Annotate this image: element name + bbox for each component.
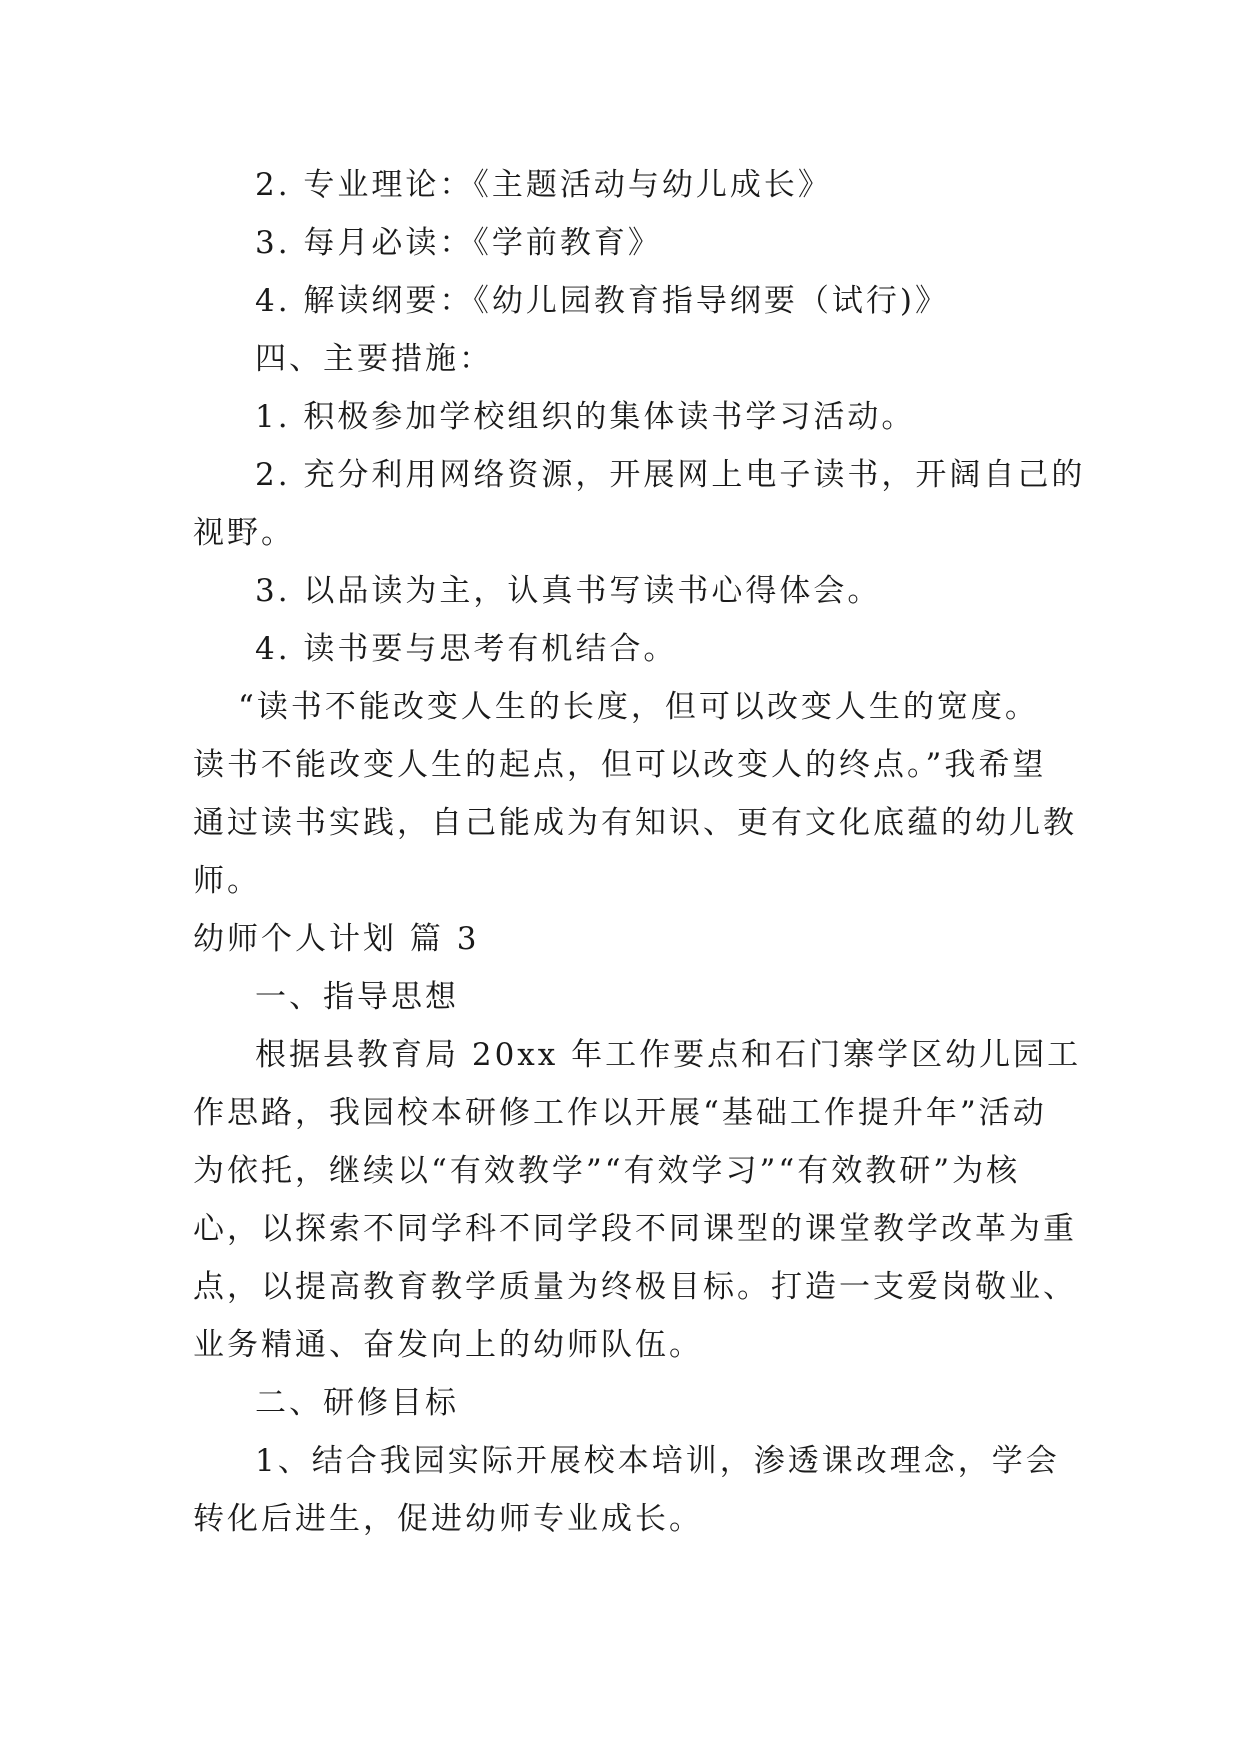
measure-item-2: 2. 充分利用网络资源，开展网上电子读书，开阔自己的: [255, 457, 1086, 493]
measure-item-3: 3. 以品读为主，认真书写读书心得体会。: [255, 573, 882, 609]
body-paragraph-line-5: 点，以提高教育教学质量为终极目标。打造一支爱岗敬业、: [193, 1269, 1077, 1305]
measure-item-4: 4. 读书要与思考有机结合。: [255, 631, 678, 667]
body-paragraph-line-6: 业务精通、奋发向上的幼师队伍。: [193, 1327, 703, 1363]
quote-paragraph-line-2: 读书不能改变人生的起点，但可以改变人的终点。”我希望: [193, 747, 1047, 783]
section-heading-goals: 二、研修目标: [255, 1385, 459, 1421]
reading-item-4: 4. 解读纲要：《幼儿园教育指导纲要（试行)》: [255, 283, 950, 319]
goal-item-1: 1、结合我园实际开展校本培训，渗透课改理念，学会: [255, 1443, 1060, 1479]
body-paragraph-line-2: 作思路，我园校本研修工作以开展“基础工作提升年”活动: [193, 1095, 1047, 1131]
section-heading-measures: 四、主要措施：: [255, 341, 493, 377]
body-paragraph-line-3: 为依托，继续以“有效教学”“有效学习”“有效教研”为核: [193, 1153, 1021, 1189]
body-paragraph-line-1: 根据县教育局 20xx 年工作要点和石门寨学区幼儿园工: [255, 1037, 1082, 1073]
measure-item-2-cont: 视野。: [193, 515, 295, 551]
quote-paragraph-line-3: 通过读书实践，自己能成为有知识、更有文化底蕴的幼儿教: [193, 805, 1077, 841]
quote-paragraph-line-1: “读书不能改变人生的长度，但可以改变人生的宽度。: [238, 689, 1039, 725]
section-title-plan-3: 幼师个人计划 篇 3: [193, 921, 480, 957]
measure-item-1: 1. 积极参加学校组织的集体读书学习活动。: [255, 399, 916, 435]
goal-item-1-cont: 转化后进生，促进幼师专业成长。: [193, 1501, 703, 1537]
reading-item-3: 3. 每月必读：《学前教育》: [255, 225, 662, 261]
body-paragraph-line-4: 心，以探索不同学科不同学段不同课型的课堂教学改革为重: [193, 1211, 1077, 1247]
section-heading-guiding-ideology: 一、指导思想: [255, 979, 459, 1015]
quote-paragraph-line-4: 师。: [193, 863, 261, 899]
reading-item-2: 2. 专业理论：《主题活动与幼儿成长》: [255, 167, 832, 203]
